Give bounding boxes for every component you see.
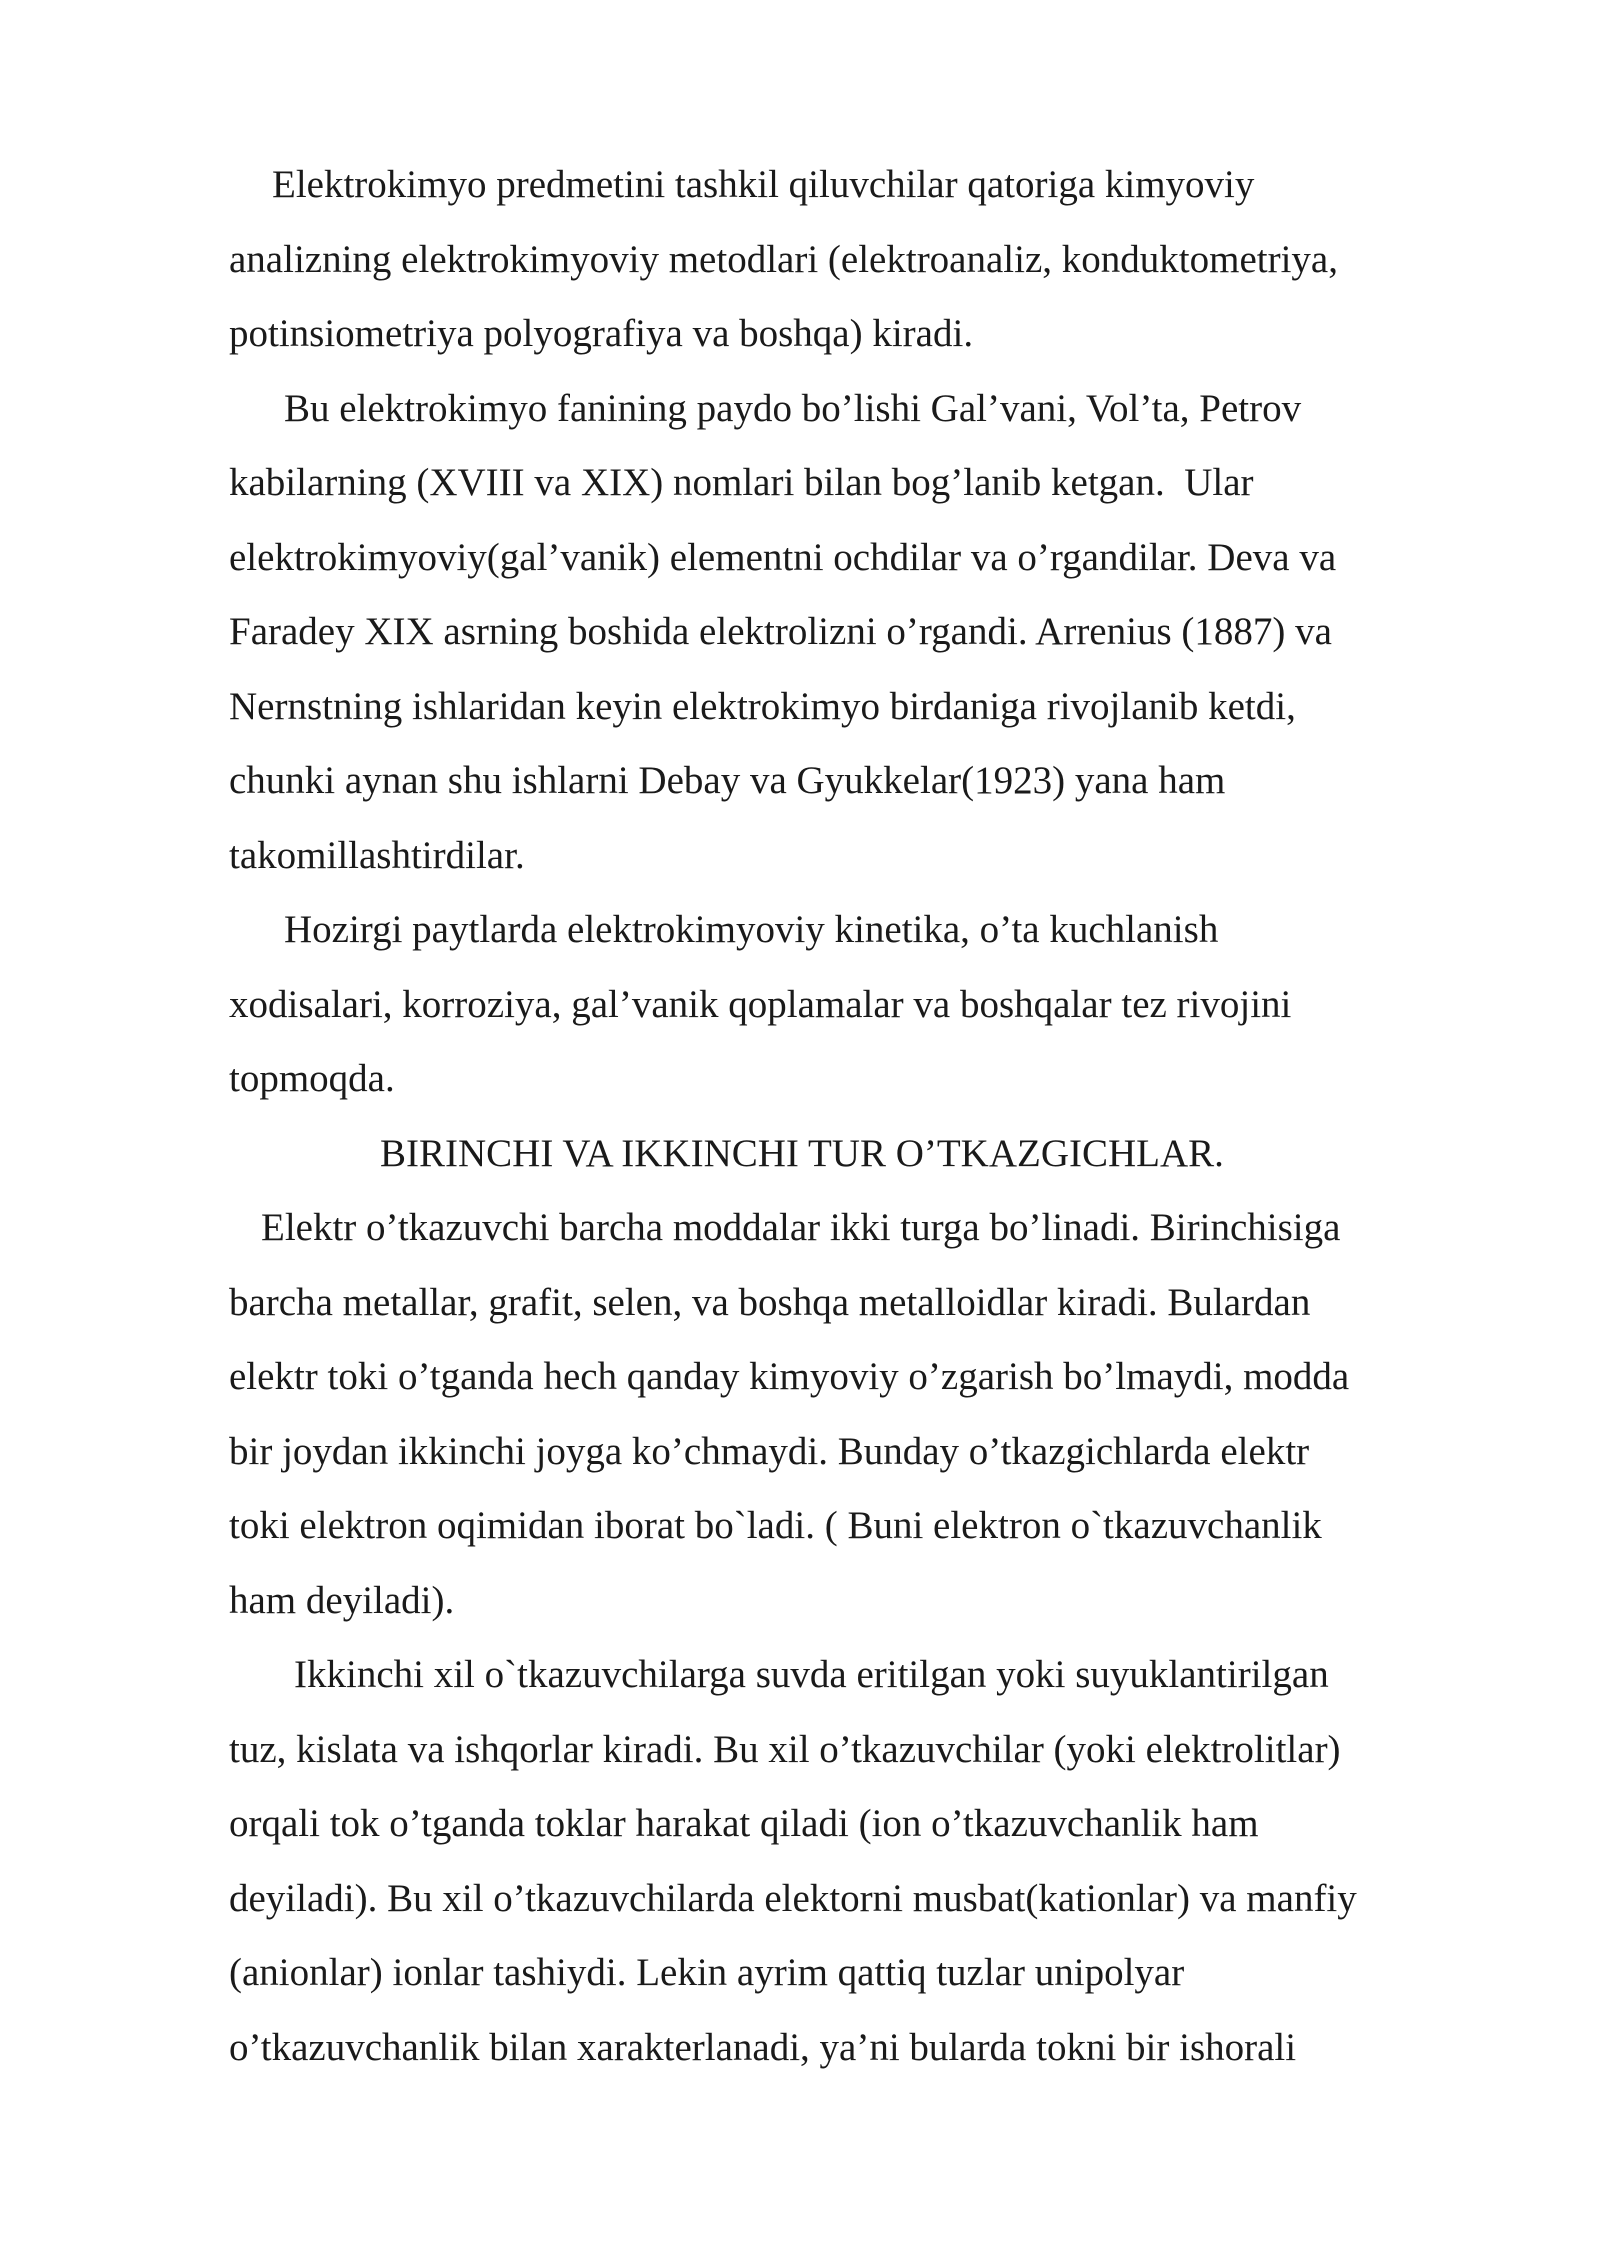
text-line: Faradey XIX asrning boshida elektrolizni o’rgandi. Arrenius (1887) va xyxy=(229,610,1332,653)
section-heading: BIRINCHI VA IKKINCHI TUR O’TKAZGICHLAR. xyxy=(380,1131,1224,1175)
text-line: toki elektron oqimidan iborat bo`ladi. ( Buni elektron o`tkazuvchanlik xyxy=(229,1504,1322,1547)
text-line: Ikkinchi xil o`tkazuvchilarga suvda eritilgan yoki suyuklantirilgan xyxy=(294,1653,1329,1696)
paragraph-1 xyxy=(229,148,1509,372)
text-line: ham deyiladi). xyxy=(229,1578,455,1622)
text-line: analizning elektrokimyoviy metodlari (elektroanaliz, konduktometriya, xyxy=(229,237,1338,281)
text-line: tuz, kislata va ishqorlar kiradi. Bu xil o’tkazuvchilar (yoki elektrolitlar) xyxy=(229,1727,1341,1771)
text-line: barcha metallar, grafit, selen, va boshqa metalloidlar kiradi. Bulardan xyxy=(229,1280,1311,1324)
text-line: topmoqda. xyxy=(229,1057,395,1100)
text-line: potinsiometriya polyografiya va boshqa) kiradi. xyxy=(229,312,974,355)
text-line: Elektr o’tkazuvchi barcha moddalar ikki turga bo’linadi. Birinchisiga xyxy=(261,1206,1341,1249)
text-line: elektr toki o’tganda hech qanday kimyoviy o’zgarish bo’lmaydi, modda xyxy=(229,1355,1350,1398)
text-line: Hozirgi paytlarda elektrokimyoviy kinetika, o’ta kuchlanish xyxy=(284,908,1219,951)
text-line: kabilarning (XVIII va XIX) nomlari bilan bog’lanib ketgan. Ular xyxy=(229,461,1254,504)
text-line: o’tkazuvchanlik bilan xarakterlanadi, ya’ni bularda tokni bir ishorali xyxy=(229,2025,1297,2069)
document-body xyxy=(229,148,1509,2085)
text-line: Bu elektrokimyo fanining paydo bo’lishi Gal’vani, Vol’ta, Petrov xyxy=(284,386,1302,430)
text-line: orqali tok o’tganda toklar harakat qiladi (ion o’tkazuvchanlik ham xyxy=(229,1802,1259,1845)
paragraph-2 xyxy=(229,372,1509,894)
text-line: takomillashtirdilar. xyxy=(229,833,525,877)
paragraph-5 xyxy=(229,1638,1509,2085)
text-line: deyiladi). Bu xil o’tkazuvchilarda elektorni musbat(kationlar) va manfiy xyxy=(229,1876,1357,1920)
text-line: (anionlar) ionlar tashiydi. Lekin ayrim qattiq tuzlar unipolyar xyxy=(229,1951,1185,1994)
text-line: chunki aynan shu ishlarni Debay va Gyukkelar(1923) yana ham xyxy=(229,759,1226,802)
paragraph-3 xyxy=(229,893,1509,1117)
paragraph-4 xyxy=(229,1191,1509,1638)
text-line: bir joydan ikkinchi joyga ko’chmaydi. Bunday o’tkazgichlarda elektr xyxy=(229,1429,1310,1473)
text-line: Elektrokimyo predmetini tashkil qiluvchilar qatoriga kimyoviy xyxy=(272,163,1255,206)
text-line: elektrokimyoviy(gal’vanik) elementni ochdilar va o’rgandilar. Deva va xyxy=(229,535,1337,579)
text-line: xodisalari, korroziya, gal’vanik qoplamalar va boshqalar tez rivojini xyxy=(229,982,1292,1026)
text-line: Nernstning ishlaridan keyin elektrokimyo birdaniga rivojlanib ketdi, xyxy=(229,684,1296,728)
